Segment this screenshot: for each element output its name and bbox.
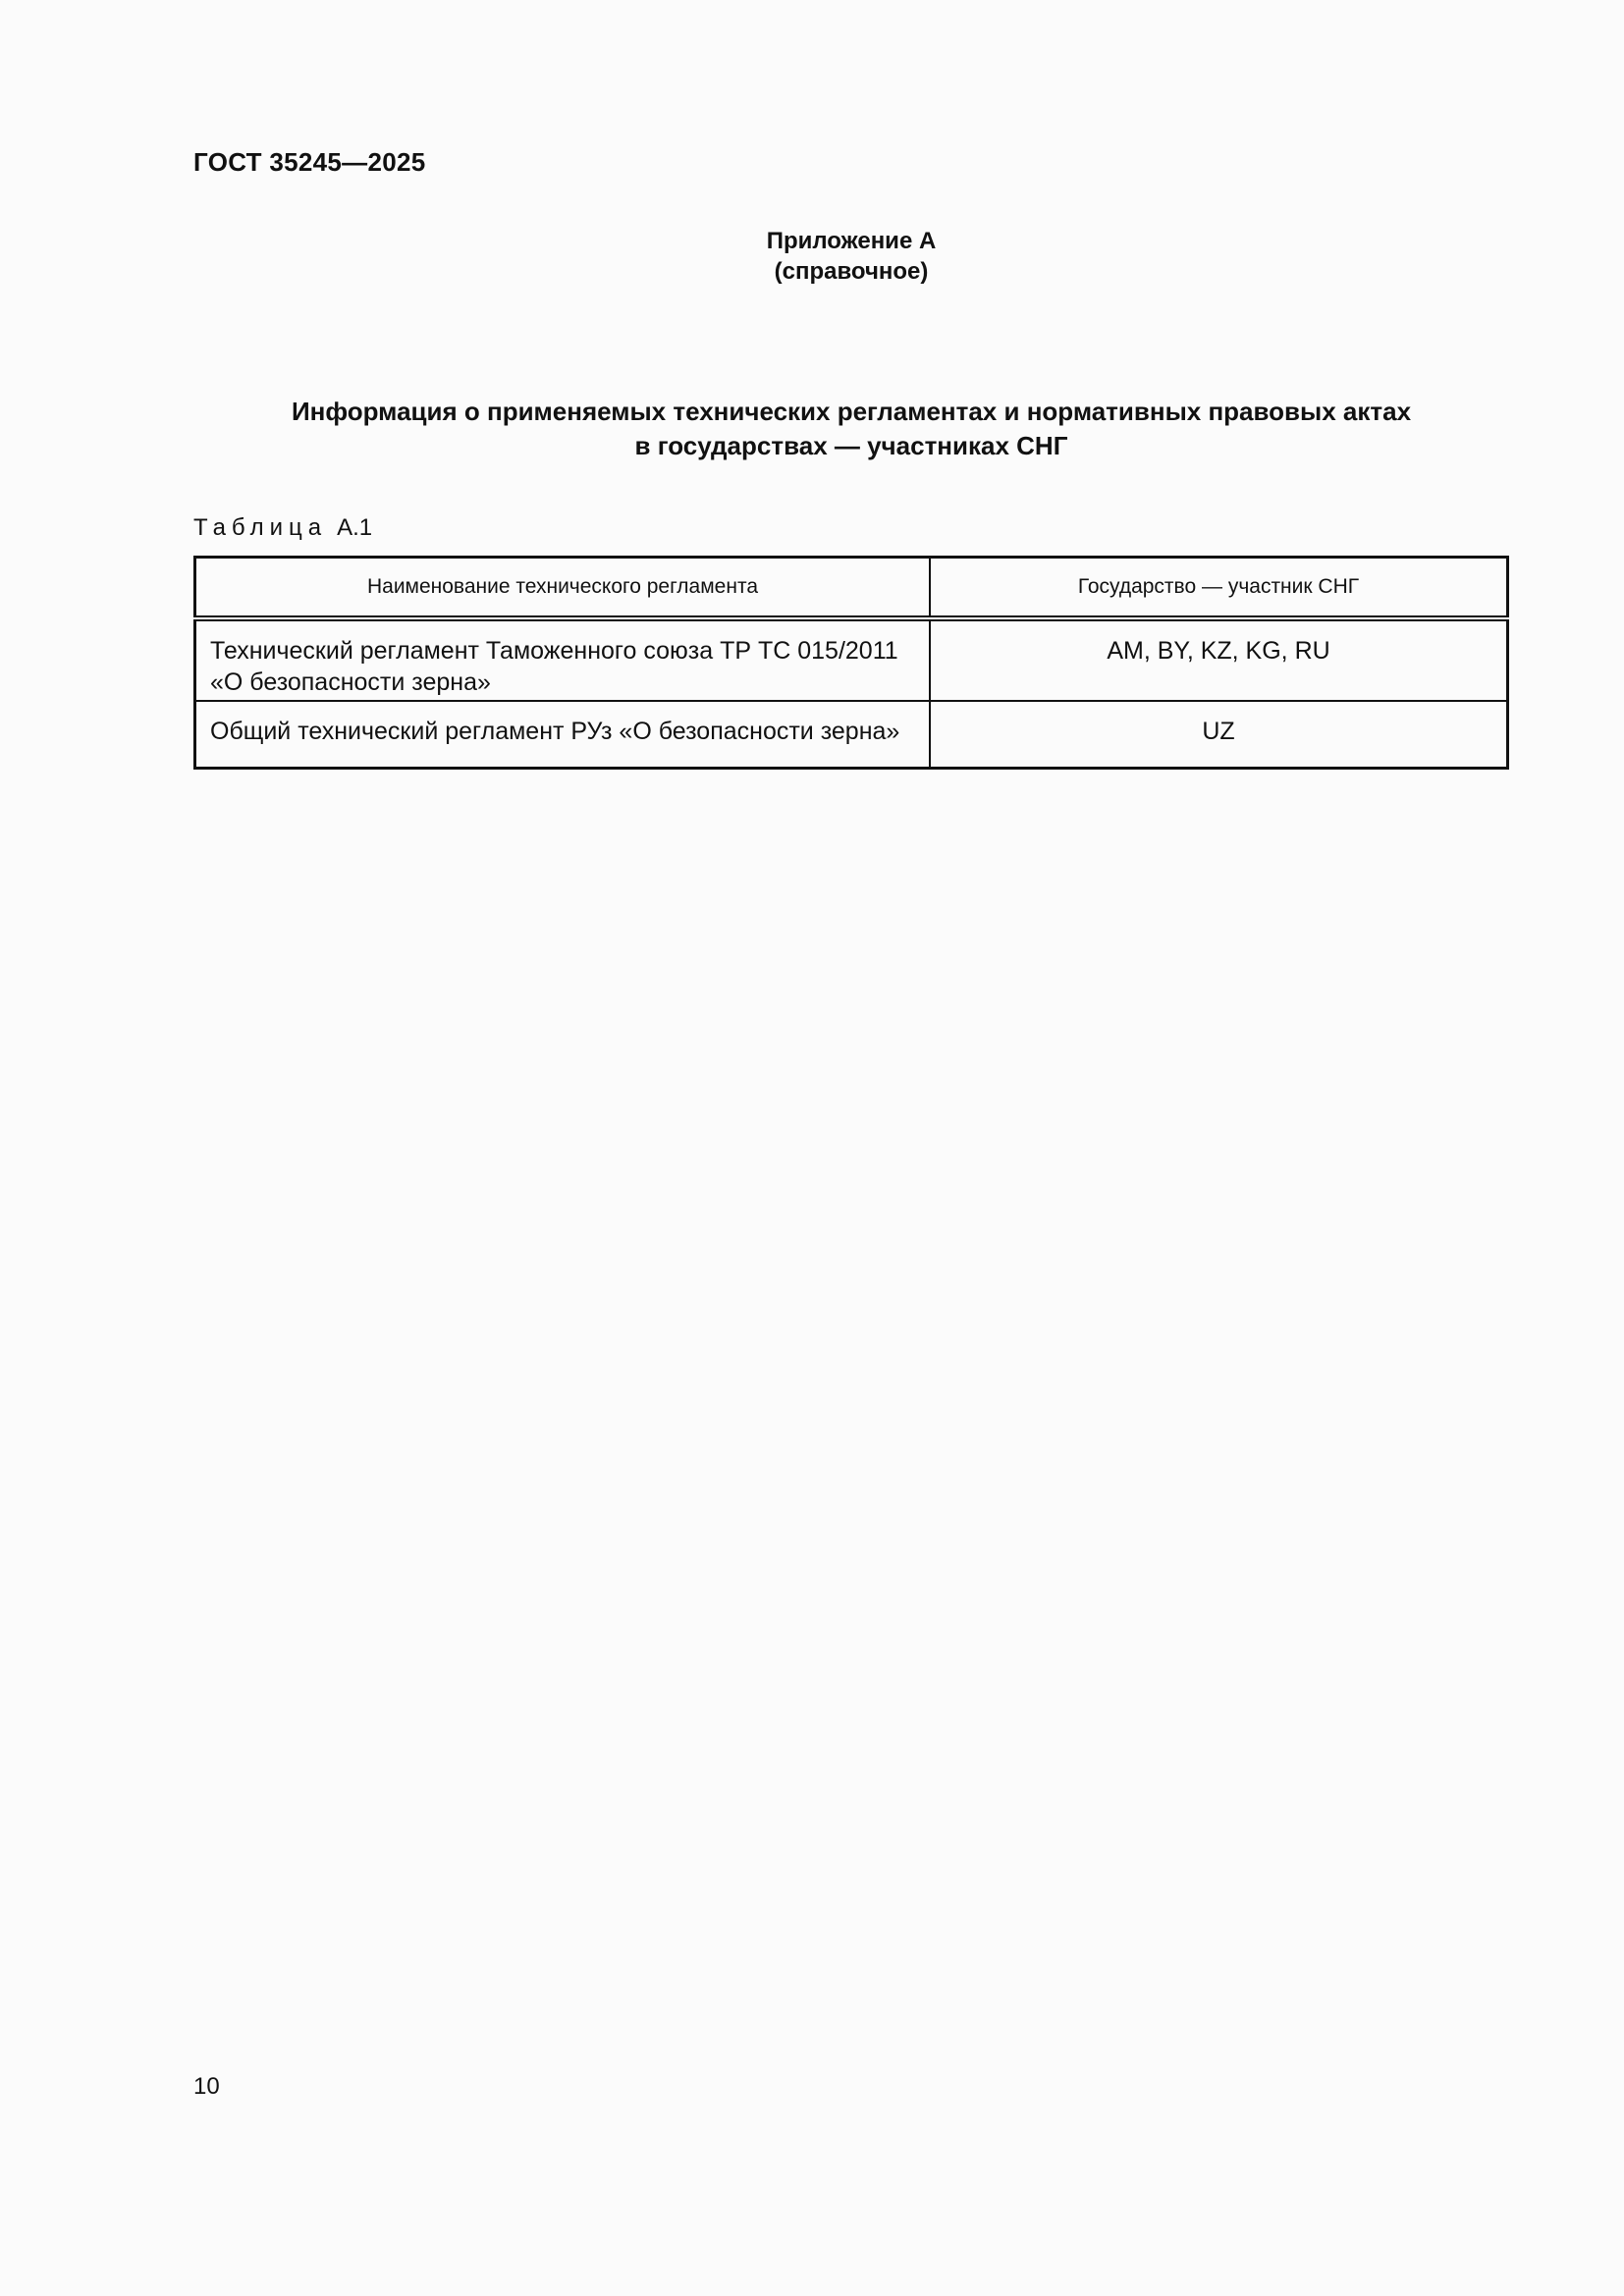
table-caption-word: Таблица xyxy=(193,514,328,541)
appendix-kind: (справочное) xyxy=(774,258,929,285)
state-cell: UZ xyxy=(930,701,1508,768)
table-caption-number: А.1 xyxy=(337,514,373,541)
regulation-name-cell xyxy=(195,618,931,701)
section-title xyxy=(193,395,1509,463)
appendix-heading xyxy=(0,226,1624,287)
section-title-line-1: Информация о применяемых технических регламентах и нормативных правовых актах xyxy=(291,397,1412,426)
column-header-state: Государство — участник СНГ xyxy=(930,558,1508,619)
page-number: 10 xyxy=(193,2073,220,2100)
regulations-table xyxy=(193,556,1509,770)
column-header-regulation-name: Наименование технического регламента xyxy=(195,558,931,619)
table-row xyxy=(195,701,1508,768)
regulation-name-line: «О безопасности зерна» xyxy=(210,668,491,696)
state-cell: AM, BY, KZ, KG, RU xyxy=(930,618,1508,701)
table-header-row xyxy=(195,558,1508,619)
section-title-line-2: в государствах — участниках СНГ xyxy=(634,431,1068,460)
appendix-title: Приложение А xyxy=(766,228,937,254)
document-code: ГОСТ 35245—2025 xyxy=(193,147,426,177)
regulation-name-line: Технический регламент Таможенного союза ТР ТС 015/2011 xyxy=(210,637,898,665)
table-caption xyxy=(193,514,372,542)
regulation-name-cell: Общий технический регламент РУз «О безопасности зерна» xyxy=(195,701,931,768)
table-row xyxy=(195,618,1508,701)
